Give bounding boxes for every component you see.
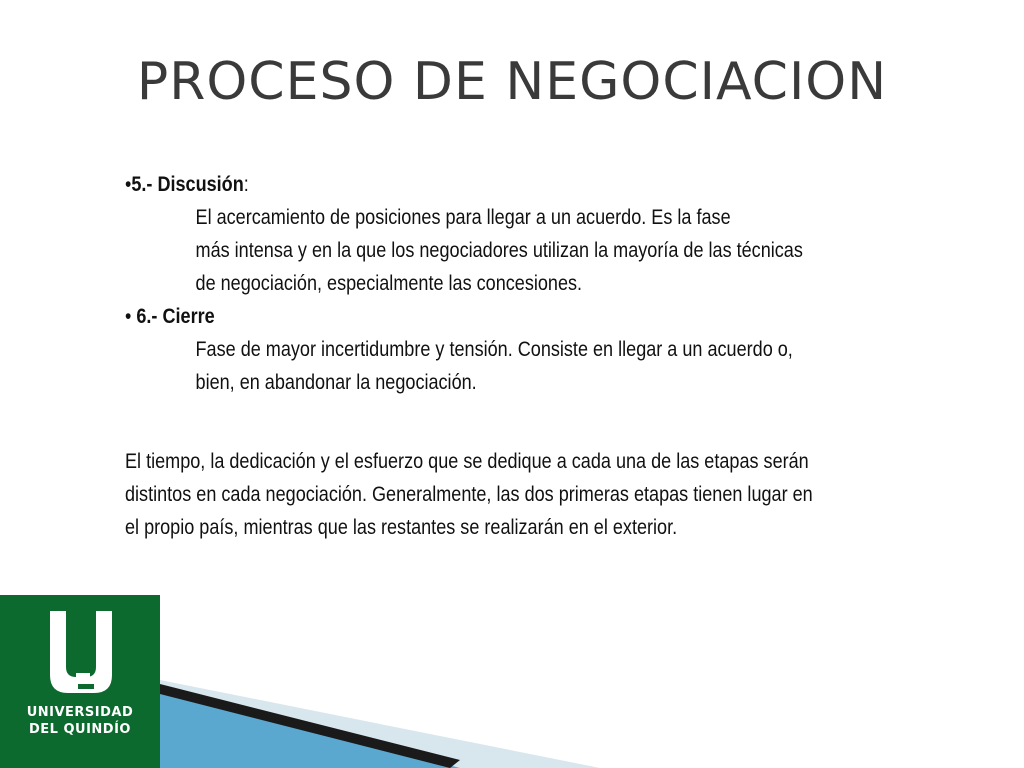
paragraph-line: El tiempo, la dedicación y el esfuerzo que se dedique a cada una de las etapas serán: [125, 450, 809, 473]
university-logo: [0, 595, 160, 768]
decorative-stripes: [160, 680, 1024, 768]
logo-text-line: DEL QUINDÍO: [29, 722, 131, 737]
item-suffix: :: [243, 173, 249, 196]
item-heading-discusion: [125, 168, 804, 201]
item-text-line: El acercamiento de posiciones para llegar a un acuerdo. Es la fase: [195, 206, 731, 229]
item-number: 5.-: [131, 173, 153, 196]
bullet-point: •: [125, 173, 132, 196]
item-heading-cierre: [125, 300, 804, 333]
item-text-line: bien, en abandonar la negociación.: [195, 371, 477, 394]
item-title: Discusión: [157, 173, 244, 196]
item-text-line: Fase de mayor incertidumbre y tensión. Consiste en llegar a un acuerdo o,: [195, 338, 793, 361]
paragraph-line: el propio país, mientras que las restantes se realizarán en el exterior.: [125, 516, 678, 539]
university-emblem-icon: [50, 611, 112, 693]
bullet-point: •: [125, 305, 132, 328]
item-text-line: de negociación, especialmente las concesiones.: [195, 272, 583, 295]
logo-text-line: UNIVERSIDAD: [26, 705, 134, 720]
closing-paragraph: [125, 445, 915, 544]
item-title: Cierre: [162, 305, 215, 328]
slide-content: [125, 168, 915, 554]
slide-title: PROCESO DE NEGOCIACION: [136, 52, 888, 112]
paragraph-line: distintos en cada negociación. Generalmente, las dos primeras etapas tienen lugar en: [125, 483, 813, 506]
item-number: 6.-: [136, 305, 158, 328]
item-text-line: más intensa y en la que los negociadores utilizan la mayoría de las técnicas: [195, 239, 803, 262]
